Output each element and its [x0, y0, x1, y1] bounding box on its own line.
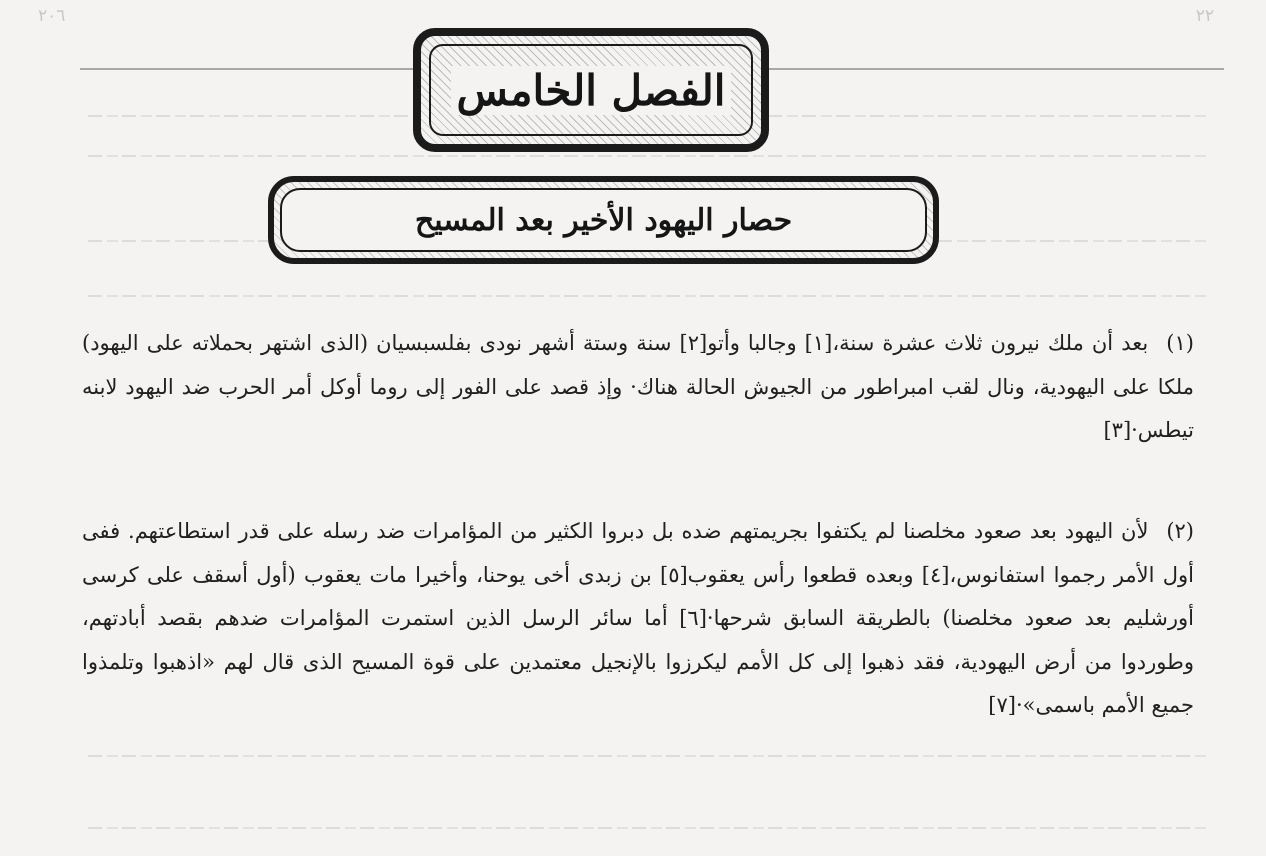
paragraph-number: (١)	[1166, 331, 1194, 355]
page-number-left: ٢٠٦	[38, 6, 66, 26]
bleed-through-line	[88, 750, 1206, 762]
paragraph-text: بعد أن ملك نيرون ثلاث عشرة سنة،[١] وجالبا وأتو[٢] سنة وستة أشهر نودى بفلسبسيان (الذى اشتهر بحملاته على اليهود) ملكا على اليهودية، ونال لقب امبراطور من الجيوش الحالة هناك· وإذ قصد على الفور إلى روما أوكل أمر الحرب ضد اليهود لابنه تيطس·[٣]	[82, 331, 1194, 442]
chapter-title-frame	[413, 28, 769, 152]
bleed-through-line	[88, 290, 1206, 302]
paragraph-text: لأن اليهود بعد صعود مخلصنا لم يكتفوا بجريمتهم ضده بل دبروا الكثير من المؤامرات ضد رسله على قدر استطاعتهم. ففى أول الأمر رجموا استفانوس،[٤] وبعده قطعوا رأس يعقوب[٥] بن زبدى أخى يوحنا، وأخيرا مات يعقوب (أول أسقف على كرسى أورشليم بعد صعود مخلصنا) بالطريقة السابق شرحها·[٦] أما سائر الرسل الذين استمرت المؤامرات ضدهم بقصد أبادتهم، وطوردوا من أرض اليهودية، فقد ذهبوا إلى كل الأمم ليكرزوا بالإنجيل معتمدين على قوة المسيح الذى قال لهم «اذهبوا وتلمذوا جميع الأمم باسمى»·[٧]	[82, 519, 1194, 717]
chapter-subtitle-frame	[268, 176, 939, 264]
paragraph-2	[82, 510, 1194, 728]
paragraph-1	[82, 322, 1194, 453]
chapter-title: الفصل الخامس	[451, 66, 732, 115]
chapter-subtitle: حصار اليهود الأخير بعد المسيح	[414, 202, 793, 238]
paragraph-number: (٢)	[1166, 519, 1194, 543]
page-number-right: ٢٢	[1195, 6, 1214, 26]
bleed-through-line	[88, 822, 1206, 834]
